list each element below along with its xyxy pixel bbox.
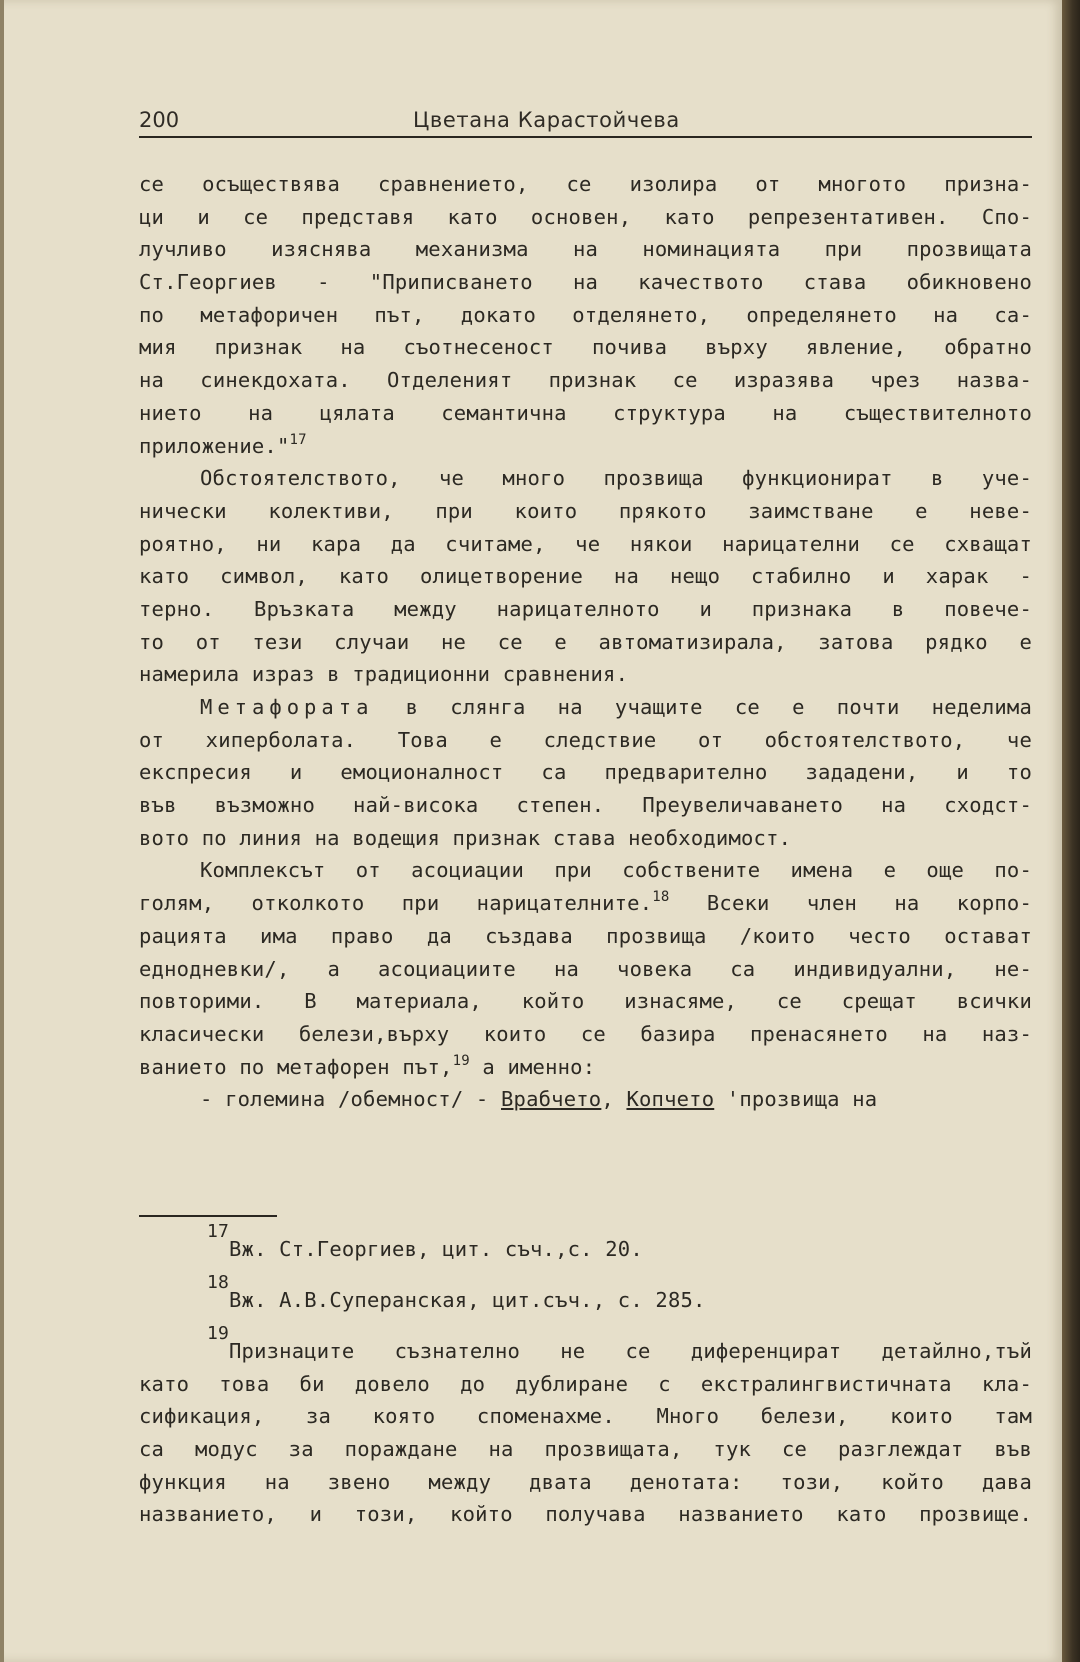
footnote-ref-18: 18 [652, 889, 670, 906]
book-spine-edge [1062, 0, 1080, 1662]
text-line: от хиперболата. Това е следствие от обстоятелството, че [139, 727, 1032, 752]
text-line: еднодневки/, а асоциациите на човека са индивидуални, не- [139, 956, 1032, 981]
text-line: то от тези случаи не се е автоматизирала, затова рядко е [139, 629, 1032, 654]
footnotes [139, 1223, 1032, 1531]
footnote-ref-19: 19 [452, 1052, 470, 1069]
text-segment: в слянга на учащите се е почти неделима [373, 695, 1032, 719]
body-text [139, 168, 1032, 1116]
footnote-mark: 19 [207, 1323, 230, 1344]
text-line: рацията има право да създава прозвища /които често остават [139, 923, 1032, 948]
example-nickname: Копчето [626, 1087, 715, 1112]
footnote-line: сификация, за която споменахме. Много белези, които там [139, 1404, 1032, 1429]
text-segment: приложение." [139, 433, 290, 458]
footnote-19 [139, 1325, 1032, 1531]
emphasized-term: Метафората [200, 695, 374, 719]
text-segment: а именно: [469, 1054, 596, 1079]
text-line: мия признак на съотнесеност почива върху явление, обратно [139, 335, 1032, 360]
page-header [139, 106, 1032, 138]
text-line: ци и се представя като основен, като репрезентативен. Спо- [139, 204, 1032, 229]
text-segment: ванието по метафорен път, [139, 1054, 453, 1079]
text-segment: 'прозвища на [714, 1087, 878, 1112]
text-line: намерила израз в традиционни сравнения. [139, 662, 629, 687]
text-line: Обстоятелството, че много прозвища функционират в уче- [200, 466, 1032, 491]
footnote-line: Признаците съзнателно не се диференцират детайлно,тъй [229, 1339, 1032, 1363]
text-line: по метафоричен път, докато отделянето, определянето на са- [139, 302, 1032, 327]
text-line: роятно, ни кара да считаме, че някои нарицателни се схващат [139, 531, 1032, 556]
footnote-ref-17: 17 [289, 431, 307, 448]
text-line [139, 1083, 1032, 1116]
footnote-mark: 18 [207, 1272, 230, 1293]
text-line [139, 887, 1032, 920]
text-line: класически белези,върху които се базира пренасянето на наз- [139, 1021, 1032, 1046]
text-line: терно. Връзката между нарицателното и признака в повече- [139, 596, 1032, 621]
example-nickname: Врабчето [501, 1087, 602, 1112]
text-line: Комплексът от асоциации при собствените имена е още по- [200, 858, 1032, 883]
page-left-edge [0, 0, 4, 1662]
text-line: лучливо изяснява механизма на номинацията при прозвищата [139, 237, 1032, 262]
text-line: във възможно най-висока степен. Преувеличаването на сходст- [139, 793, 1032, 818]
text-line: Ст.Георгиев - "Приписването на качеството става обикновено [139, 270, 1032, 295]
footnote-line: функция на звено между двата денотата: този, който дава [139, 1469, 1032, 1494]
text-line: повторими. В материала, който изнасяме, се срещат всички [139, 989, 1032, 1014]
text-segment: Всеки член на корпо- [669, 891, 1032, 916]
footnote-line: названието, и този, който получава названието като прозвище. [139, 1502, 1032, 1527]
footnote-18 [139, 1274, 1032, 1325]
footnote-mark: 17 [207, 1221, 230, 1242]
footnote-17 [139, 1223, 1032, 1274]
text-line: като символ, като олицетворение на нещо стабилно и харак - [139, 564, 1032, 589]
text-line: се осъществява сравнението, се изолира от многото призна- [139, 172, 1032, 196]
footnote-text: Вж. Ст.Георгиев, цит. съч.,с. 20. [229, 1237, 643, 1261]
text-line [139, 430, 1032, 463]
footnote-line: като това би довело до дублиране с екстралингвистичната кла- [139, 1371, 1032, 1396]
footnote-text: Вж. А.В.Суперанская, цит.съч., с. 285. [229, 1288, 706, 1312]
text-line: на синекдохата. Отделеният признак се изразява чрез назва- [139, 368, 1032, 393]
footnote-line: са модус за пораждане на прозвищата, тук се разглеждат във [139, 1437, 1032, 1462]
text-segment: , [601, 1087, 627, 1112]
text-line: вото по линия на водещия признак става необходимост. [139, 825, 792, 850]
text-line: експресия и емоционалност са предварително зададени, и то [139, 760, 1032, 785]
text-segment: голям, отколкото при нарицателните. [139, 891, 653, 916]
text-line [139, 691, 1032, 724]
footnote-separator [139, 1215, 277, 1217]
text-segment: - големина /обемност/ - [200, 1087, 502, 1112]
text-line [139, 1051, 1032, 1084]
text-line: нието на цялата семантична структура на съществителното [139, 400, 1032, 425]
page-number: 200 [139, 108, 180, 132]
running-head: Цветана Карастойчева [413, 108, 680, 132]
text-line: нически колективи, при които прякото заимстване е неве- [139, 498, 1032, 523]
